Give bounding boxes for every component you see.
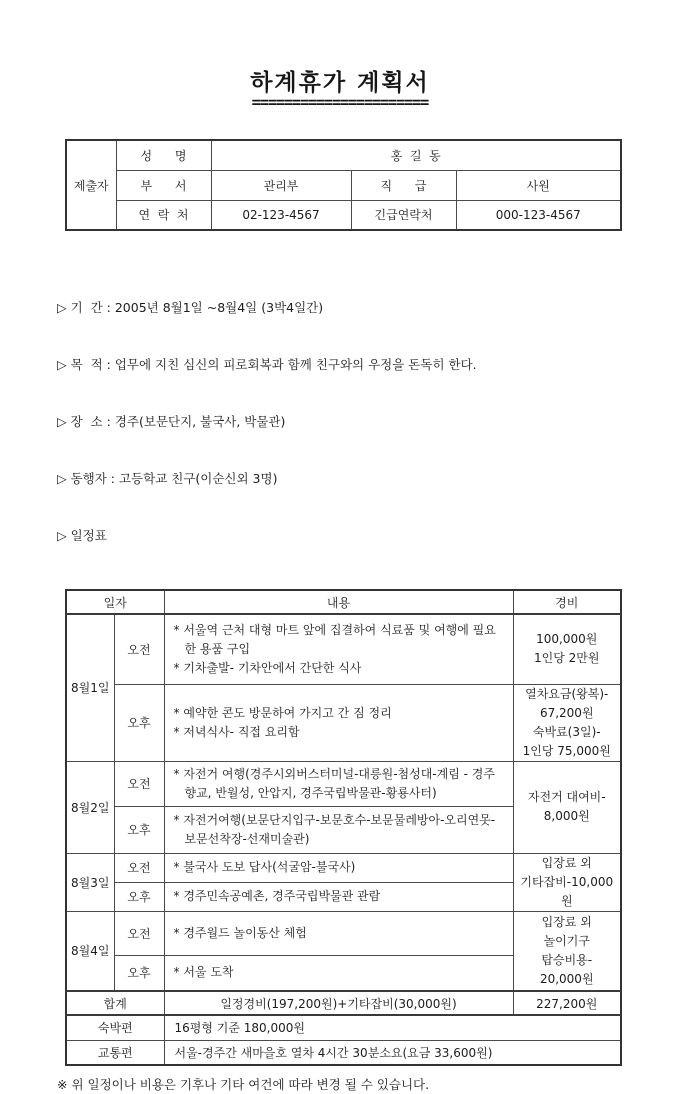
expense-line: 67,200원: [539, 705, 594, 720]
submitter-row-dept: [66, 170, 621, 200]
day4-pm-content: [164, 955, 513, 991]
expense-line: 1인당 2만원: [534, 651, 600, 666]
day3-date: 8월3일: [66, 853, 114, 911]
total-row: [66, 991, 621, 1015]
note-schedule-label: ▷ 일정표: [57, 528, 107, 543]
expense-line: 20,000원: [539, 971, 594, 986]
day1-pm-content: [164, 684, 513, 761]
header-date: 일자: [66, 590, 164, 614]
schedule-item: * 예약한 콘도 방문하여 가지고 간 짐 정리: [173, 705, 392, 720]
title-underline: ======================: [251, 93, 429, 111]
expense-line: 열차요금(왕복)-: [525, 686, 609, 701]
day4-expense: [513, 911, 621, 991]
expense-line: 놀이기구: [543, 933, 590, 948]
document-title: 하계휴가 계획서: [250, 70, 430, 96]
transport-label: 교통편: [66, 1040, 164, 1065]
contact-value: 02-123-4567: [211, 200, 351, 230]
schedule-item: * 자전거여행(보문단지입구-보문호수-보문물레방아-오리연못-보문선착장-선재미술관): [173, 812, 496, 846]
day3-pm-label: 오후: [114, 882, 164, 911]
day3-am-label: 오전: [114, 853, 164, 882]
submitter-section-label: 제출자: [66, 140, 116, 230]
total-content: 일정경비(197,200원)+기타잡비(30,000원): [164, 991, 513, 1015]
position-value: 사원: [456, 170, 621, 200]
day3-expense: [513, 853, 621, 911]
position-label: 직 급: [351, 170, 456, 200]
note-period: ▷ 기 간 : 2005년 8월1일 ~8월4일 (3박4일간): [57, 300, 324, 315]
day2-expense: [513, 761, 621, 853]
day1-am-expense: [513, 614, 621, 684]
note-place: ▷ 장 소 : 경주(보문단지, 불국사, 박물관): [57, 414, 286, 429]
schedule-item: * 서울 도착: [173, 965, 234, 980]
day4-date: 8월4일: [66, 911, 114, 991]
schedule-item: * 경주월드 놀이동산 체험: [173, 925, 307, 940]
lodging-label: 숙박편: [66, 1015, 164, 1040]
emergency-contact-value: 000-123-4567: [456, 200, 621, 230]
expense-line: 기타잡비-10,000원: [520, 874, 614, 908]
day2-date: 8월2일: [66, 761, 114, 853]
schedule-table: [65, 589, 622, 1066]
title-block: [0, 0, 680, 111]
dept-label: 부 서: [116, 170, 211, 200]
total-label: 합계: [66, 991, 164, 1015]
footnote: ※ 위 일정이나 비용은 기후나 기타 여건에 따라 변경 될 수 있습니다.: [57, 1077, 430, 1092]
day1-pm-row: [66, 684, 621, 761]
schedule-item: * 서울역 근처 대형 마트 앞에 집결하여 식료품 및 여행에 필요한 용품 구입: [173, 622, 496, 656]
expense-line: 8,000원: [543, 809, 590, 823]
schedule-item: * 기차출발- 기차안에서 간단한 식사: [173, 660, 362, 675]
expense-line: 입장료 외: [541, 914, 592, 929]
day2-am-label: 오전: [114, 761, 164, 806]
day1-pm-label: 오후: [114, 684, 164, 761]
day2-am-content: [164, 761, 513, 806]
day4-am-label: 오전: [114, 911, 164, 955]
day1-am-content: [164, 614, 513, 684]
expense-line: 100,000원: [536, 632, 598, 647]
header-content: 내용: [164, 590, 513, 614]
day4-am-content: [164, 911, 513, 955]
submitter-row-name: [66, 140, 621, 170]
day4-am-row: [66, 911, 621, 955]
day1-pm-expense: [513, 684, 621, 761]
submitter-row-contact: [66, 200, 621, 230]
schedule-item: * 불국사 도보 답사(석굴암-불국사): [173, 860, 356, 874]
day2-pm-label: 오후: [114, 806, 164, 853]
transport-content: 서울-경주간 새마을호 열차 4시간 30분소요(요금 33,600원): [164, 1040, 621, 1065]
notes-list: [57, 260, 680, 583]
day3-am-row: [66, 853, 621, 882]
dept-value: 관리부: [211, 170, 351, 200]
lodging-content: 16평형 기준 180,000원: [164, 1015, 621, 1040]
schedule-item: * 경주민속공예촌, 경주국립박물관 관람: [173, 889, 381, 903]
expense-line: 자전거 대여비-: [527, 790, 606, 804]
expense-line: 1인당 75,000원: [522, 743, 611, 758]
day4-pm-label: 오후: [114, 955, 164, 991]
schedule-header-row: [66, 590, 621, 614]
day2-pm-content: [164, 806, 513, 853]
expense-line: 숙박료(3일)-: [532, 724, 601, 739]
schedule-item: * 자전거 여행(경주시외버스터미널-대릉원-첨성대-계림 - 경주향교, 반월성, 안압지, 경주국립박물관-황룡사터): [173, 766, 495, 800]
expense-line: 탑승비용-: [541, 952, 593, 967]
schedule-item: * 저녁식사- 직접 요리함: [173, 724, 300, 739]
expense-line: 입장료 외: [541, 855, 592, 870]
emergency-contact-label: 긴급연락처: [351, 200, 456, 230]
lodging-row: [66, 1015, 621, 1040]
transport-row: [66, 1040, 621, 1065]
header-expense: 경비: [513, 590, 621, 614]
note-companions: ▷ 동행자 : 고등학교 친구(이순신외 3명): [57, 471, 278, 486]
name-label: 성 명: [116, 140, 211, 170]
day3-am-content: [164, 853, 513, 882]
total-expense: 227,200원: [513, 991, 621, 1015]
submitter-table: [65, 139, 622, 231]
day1-date: 8월1일: [66, 614, 114, 761]
contact-label: 연 락 처: [116, 200, 211, 230]
day1-am-row: [66, 614, 621, 684]
day2-am-row: [66, 761, 621, 806]
note-purpose: ▷ 목 적 : 업무에 지친 심신의 피로회복과 함께 친구와의 우정을 돈독히 한다.: [57, 357, 477, 372]
day3-pm-content: [164, 882, 513, 911]
day1-am-label: 오전: [114, 614, 164, 684]
name-value: 홍 길 동: [211, 140, 621, 170]
